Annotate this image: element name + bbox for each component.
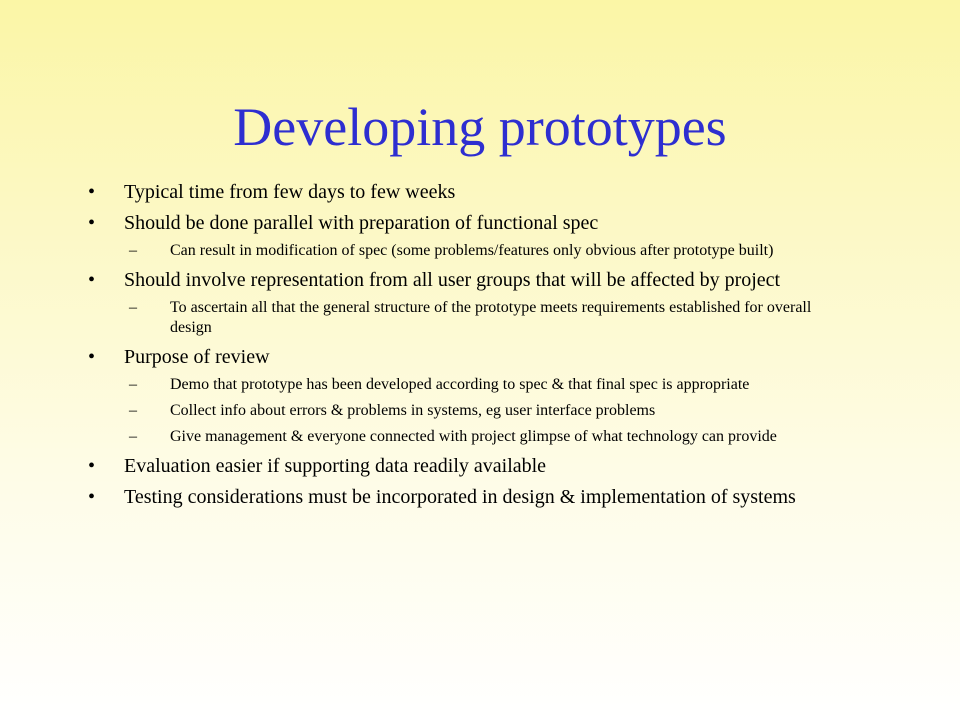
sub-bullet-list [85, 241, 855, 261]
slide-title: Developing prototypes [233, 97, 727, 157]
bullet-item: • Should be done parallel with preparation of functional spec [85, 211, 855, 235]
bullet-list [85, 180, 855, 509]
sub-bullet-list [85, 298, 855, 338]
bullet-item: • Purpose of review [85, 345, 855, 369]
sub-bullet-item: – Can result in modification of spec (some problems/features only obvious after prototype built) [85, 241, 855, 261]
sub-bullet-list [85, 375, 855, 447]
sub-bullet-item: – To ascertain all that the general structure of the prototype meets requirements established for overall design [85, 298, 855, 338]
sub-bullet-item: – Give management & everyone connected with project glimpse of what technology can provide [85, 427, 855, 447]
bullet-item: • Should involve representation from all user groups that will be affected by project [85, 268, 855, 292]
bullet-item: • Typical time from few days to few weeks [85, 180, 855, 204]
sub-bullet-item: – Collect info about errors & problems in systems, eg user interface problems [85, 401, 855, 421]
bullet-item: • Evaluation easier if supporting data readily available [85, 454, 855, 478]
sub-bullet-item: – Demo that prototype has been developed according to spec & that final spec is appropriate [85, 375, 855, 395]
bullet-item: • Testing considerations must be incorporated in design & implementation of systems [85, 485, 855, 509]
